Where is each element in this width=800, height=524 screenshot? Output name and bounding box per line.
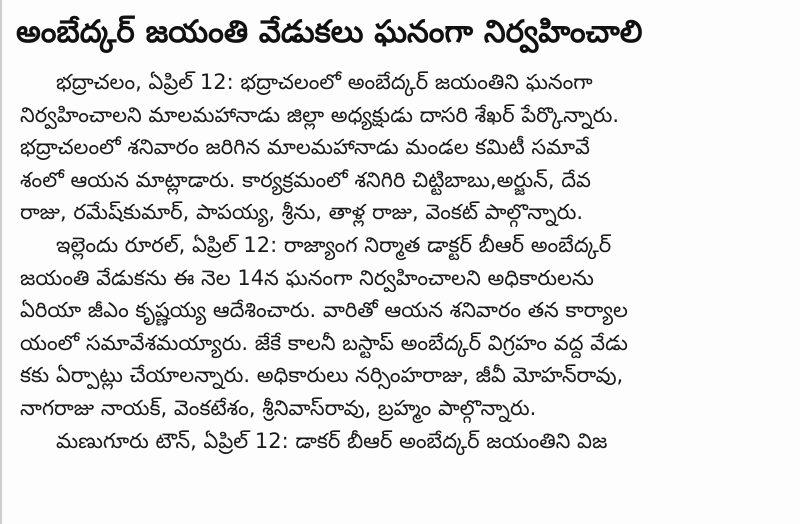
headline: అంబేద్కర్ జయంతి వేడుకలు ఘనంగా నిర్వహించాలి	[16, 14, 643, 50]
text-line: నిర్వహించాలని మాలమహానాడు జిల్లా అధ్యక్షుడు దాసరి శేఖర్ పేర్కొన్నారు.	[20, 102, 620, 127]
text-line: మణుగూరు టౌన్, ఏప్రిల్ 12: డాకర్ బీఆర్ అంబేద్కర్ జయంతిని విజ	[56, 428, 608, 453]
text-line: భద్రాచలంలో శనివారం జరిగిన మాలమహానాడు మండల కమిటీ సమావే	[20, 135, 590, 160]
text-line: జయంతి వేడుకను ఈ నెల 14న ఘనంగా నిర్వహించాలని అధికారులను	[20, 265, 594, 290]
article-paragraph-manuguru	[20, 425, 782, 458]
article-paragraph-bhadrachalam	[20, 66, 782, 229]
text-line: యంలో సమావేశమయ్యారు. జేకే కాలనీ బస్టాప్ అంబేద్కర్ విగ్రహం వద్ద వేడు	[20, 330, 628, 355]
text-line: శంలో ఆయన మాట్లాడారు. కార్యక్రమంలో శనిగిరి చిట్టిబాబు,అర్జున్, దేవ	[20, 167, 591, 192]
text-line: రాజు, రమేష్‌కుమార్, పాపయ్య, శ్రీను, తాళ్ల రాజు, వెంకట్ పాల్గొన్నారు.	[20, 200, 584, 225]
text-line: ఇల్లెందు రూరల్, ఏప్రిల్ 12: రాజ్యాంగ నిర్మాత డాక్టర్ బీఆర్ అంబేద్కర్	[56, 232, 612, 257]
article-body	[2, 58, 800, 457]
text-line: ఏరియా జీఎం కృష్ణయ్య ఆదేశించారు. వారితో ఆయన శనివారం తన కార్యాల	[20, 298, 628, 323]
text-line: నాగరాజు నాయక్, వెంకటేశం, శ్రీనివాస్‌రావు, బ్రహ్మం పాల్గొన్నారు.	[20, 395, 537, 420]
article-paragraph-yellandu	[20, 229, 782, 425]
text-line: కకు ఏర్పాట్లు చేయాలన్నారు. అధికారులు నర్సింహరాజు, జీవీ మోహన్‌రావు,	[20, 363, 624, 388]
text-line: భద్రాచలం, ఏప్రిల్ 12: భద్రాచలంలో అంబేద్కర్ జయంతిని ఘనంగా	[56, 70, 593, 94]
